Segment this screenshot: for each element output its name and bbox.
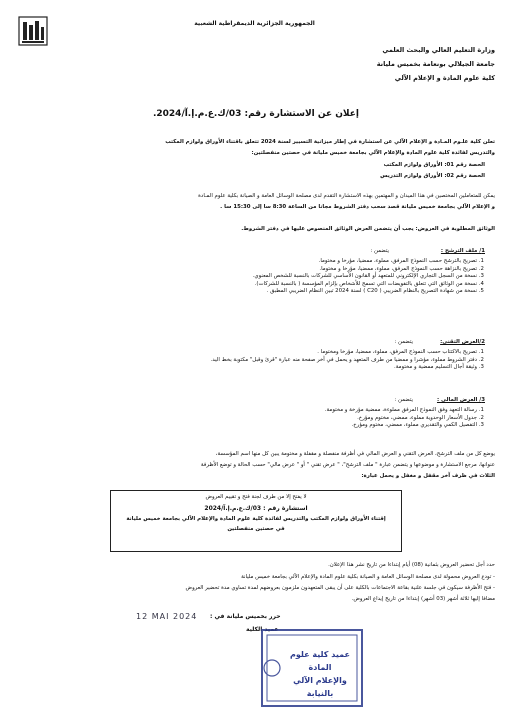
envelope-line-2: عنوانها، مرجع الاستشارة و موضوعها و يتضمن عبارة " ملف الترشح"، " عرض تقني " أو " عرض مالي" حسب الحالة و توضع الأظرفة xyxy=(200,462,495,468)
faculty-name: كلية علوم المادة و الإعلام الآلي xyxy=(394,74,495,82)
list-item: 4. نسخة من الوثائق التي تتعلق بالتفويضات التي تسمح للأشخاص بإلزام المؤسسة ( بالنسبة للشركات). xyxy=(253,281,477,289)
university-name: جامعة الجيلالي بونعامة بخميس مليانة xyxy=(376,60,495,68)
envelope-line-3: الثلاث في ظرف آخر مقفل و مغفل و يحمل عبارة: xyxy=(361,473,495,479)
ministry-name: وزارة التعليم العالي والبحث العلمي xyxy=(382,46,495,54)
list-item: 2. تصريح بالنزاهة حسب النموذج المرفق، مملوء، ممضيا، مؤرخا و مختوما. xyxy=(253,266,477,274)
invite-line-1: يمكن للمتعاملين المختصين في هذا الميدان و المهتمين بهذه الاستشارة التقدم لدى مصلحة الوسائل العامة و الصيانة بكلية علوم المـادة xyxy=(198,193,495,199)
box-line-2: استشارة رقم : 03/ك.ع.م.إ.آ/2024 xyxy=(204,505,308,513)
list-item: 3. نسخة من السجل التجاري الإلكتروني للمتعهد أو القانون الأساسي للشركات بالنسبة للشخص المعنوي. xyxy=(253,273,477,281)
stamp-line-1: عميد كلية علوم المادة xyxy=(290,650,350,672)
box-line-1: لا يفتح إلا من طرف لجنة فتح و تقييم العروض xyxy=(205,494,307,500)
closing-validity: مضافا إليها ثلاثة أشهر (03 أشهر) إبتداءا من تاريخ إيداع العروض. xyxy=(351,596,495,602)
list-item: 3. وثيقة آجال التسليم ممضية و مختومة. xyxy=(211,364,477,372)
lot-2: الحصة رقم 02: الأوراق ولوازم التدريس xyxy=(380,173,485,179)
section-3-sub: يتضمن : xyxy=(394,397,413,403)
stamp-text xyxy=(280,648,360,700)
list-item: 1. تصريح بالترشح حسب النموذج المرفق، مملوء، ممضيا، مؤرخا و مختوما. xyxy=(253,258,477,266)
list-item: 2. دفتر الشروط مملوء، مؤشرا و ممضيا من طرف المتعهد و يحمل في آخر صفحة منه عبارة "قرئ وقبل" مكتوبة بخط اليد. xyxy=(211,357,477,365)
list-item: 5. نسخة من شهادة التصريح بالنظام الضريبي ( C20 ) لسنة 2024 تبين النظام الضريبي المطبق . xyxy=(253,288,477,296)
page-title: إعلان عن الاستشارة رقم: 03/ك.ع.م.إ.آ/2024. xyxy=(152,109,359,119)
list-item: 3. التفصيل الكمي والتقديري مملوء، ممضي، مختوم ومؤرخ. xyxy=(325,422,477,430)
list-item: 2. جدول الأسعار الوحدوية مملوء، ممضي، مختوم ومؤرخ. xyxy=(325,415,477,423)
box-line-4: في حصتين منفصلتين xyxy=(227,525,285,532)
signature-date: 12 MAI 2024 xyxy=(136,612,198,621)
lot-1: الحصة رقم 01: الأوراق ولوازم المكتب xyxy=(383,162,485,168)
section-2-list xyxy=(211,349,487,372)
signature-place: حرر بخميس مليانة في : xyxy=(210,613,281,620)
intro-line-1: تعلن كلية علـوم المـادة و الإعلام الآلي عن استشارة في إطار ميزانية التسيير لسنة 2024 تتعلق باقتناء الأوراق ولوازم المكتب xyxy=(165,139,495,145)
intro-line-2: والتدريس لفائدة كلية علوم المادة والإعلام الآلي بجامعة خميس مليانة في حصتين منفصلتين: xyxy=(251,150,495,156)
list-item: 1. تصريح بالاكتتاب حسب النموذج المرفق، مملوء، ممضيا، مؤرخا ومختوما . xyxy=(211,349,477,357)
closing-deposit: - تودع العروض محمولة لدى مصلحة الوسائل العامة و الصيانة بكلية علوم المادة والإعلام الآلي بجامعة خميس مليانة xyxy=(241,574,495,580)
section-2-title: 2/العرض التقني: xyxy=(440,339,485,345)
closing-opening: - فتح الأظرفة سيكون في جلسة علنية بقاعة الاجتماعات بالكلية على أن يبقى المتعهدون ملزمون بعروضهم لمدة تساوي مدة تحضير العروض xyxy=(185,585,495,591)
stamp-line-2: والإعلام الآلي بالنيابة xyxy=(293,676,347,698)
section-1-title: 1/ ملف الترشح : xyxy=(440,248,485,254)
list-item: 1. رسالة التعهد وفق النموذج المرفق مملوءة، ممضية مؤرخة و مختومة. xyxy=(325,407,477,415)
section-3-list xyxy=(325,407,487,430)
section-3-title: 3/ العرض المالي : xyxy=(436,397,485,403)
section-2-sub: يتضمن : xyxy=(394,339,413,345)
closing-deadline: حدد أجل تحضير العروض بثمانية (08) أيام إبتداءا من تاريخ نشر هذا الإعلان. xyxy=(328,562,495,568)
republic-header: الجمهورية الجزائرية الديمقراطية الشعبية xyxy=(194,20,315,27)
docs-heading: الوثائق المطلوبة في العروض: يجب أن يتضمن العرض الوثائق المنصوص عليها في دفتر الشروط. xyxy=(241,226,495,232)
envelope-line-1: يوضع كل من ملف الترشح، العرض التقني و العرض المالي في أظرفة منفصلة و مقفلة و مختومة يبين كل منها اسم المؤسسة، xyxy=(215,451,495,457)
signature-role: عميد الكلية xyxy=(246,626,279,633)
box-line-3: إقتناء الأوراق ولوازم المكتب والتدريس لفائدة كلية علوم المادة والإعلام الآلي بجامعة خميس مليانة xyxy=(126,516,386,523)
section-1-sub: يتضمن : xyxy=(370,248,389,254)
envelope-label-box xyxy=(110,490,402,552)
section-1-list xyxy=(253,258,487,296)
invite-line-2: و الإعلام الآلي بجامعة خميس مليانة قصد سحب دفتر الشروط مجانا من الساعة 8:30 سا إلى 15:30 سا . xyxy=(220,204,495,210)
